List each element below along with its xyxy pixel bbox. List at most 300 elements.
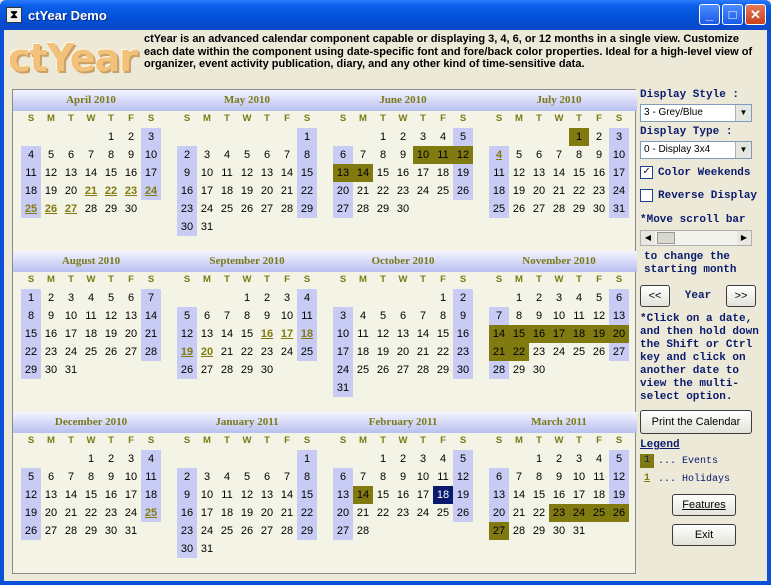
calendar-day[interactable]: 7 bbox=[223, 310, 231, 322]
calendar-day[interactable]: 6 bbox=[333, 146, 353, 164]
calendar-day[interactable]: 2 bbox=[555, 453, 563, 465]
calendar-day[interactable]: 18 bbox=[489, 182, 509, 200]
calendar-day[interactable]: 30 bbox=[44, 364, 58, 376]
calendar-day[interactable]: 14 bbox=[64, 489, 78, 501]
calendar-day[interactable]: 16 bbox=[44, 328, 58, 340]
calendar-day[interactable]: 26 bbox=[376, 364, 390, 376]
calendar-day[interactable]: 26 bbox=[592, 346, 606, 358]
calendar-day[interactable]: 14 bbox=[552, 167, 566, 179]
calendar-day[interactable]: 12 bbox=[240, 489, 254, 501]
calendar-day[interactable]: 13 bbox=[44, 489, 58, 501]
calendar-day[interactable]: 22 bbox=[297, 182, 317, 200]
calendar-day[interactable]: 19 bbox=[177, 343, 197, 361]
calendar-day[interactable]: 10 bbox=[200, 167, 214, 179]
calendar-day[interactable]: 10 bbox=[64, 310, 78, 322]
calendar-day[interactable]: 31 bbox=[333, 379, 353, 397]
calendar-day[interactable]: 2 bbox=[263, 292, 271, 304]
calendar-day[interactable]: 29 bbox=[572, 203, 586, 215]
calendar-day[interactable]: 27 bbox=[609, 343, 629, 361]
calendar-day[interactable]: 24 bbox=[200, 525, 214, 537]
calendar-day[interactable]: 10 bbox=[416, 471, 430, 483]
calendar-day[interactable]: 15 bbox=[104, 167, 118, 179]
calendar-day[interactable]: 30 bbox=[260, 364, 274, 376]
calendar-day[interactable]: 18 bbox=[141, 486, 161, 504]
calendar-day[interactable]: 3 bbox=[283, 292, 291, 304]
calendar-day[interactable]: 6 bbox=[535, 149, 543, 161]
calendar-day[interactable]: 13 bbox=[489, 486, 509, 504]
calendar-day[interactable]: 24 bbox=[141, 182, 161, 200]
calendar-day[interactable]: 16 bbox=[592, 167, 606, 179]
calendar-day[interactable]: 15 bbox=[297, 164, 317, 182]
calendar-day[interactable]: 23 bbox=[453, 343, 473, 361]
calendar-day[interactable]: 2 bbox=[127, 131, 135, 143]
calendar-day[interactable]: 23 bbox=[532, 346, 546, 358]
calendar-day[interactable]: 31 bbox=[200, 221, 214, 233]
calendar-day[interactable]: 3 bbox=[609, 128, 629, 146]
calendar-day[interactable]: 19 bbox=[589, 325, 609, 343]
calendar-day[interactable]: 17 bbox=[124, 489, 138, 501]
calendar-day[interactable]: 21 bbox=[512, 507, 526, 519]
calendar-day[interactable]: 19 bbox=[512, 185, 526, 197]
calendar-day[interactable]: 28 bbox=[141, 343, 161, 361]
calendar-day[interactable]: 4 bbox=[439, 131, 447, 143]
calendar-day[interactable]: 25 bbox=[589, 504, 609, 522]
calendar-day[interactable]: 12 bbox=[376, 328, 390, 340]
calendar-day[interactable]: 25 bbox=[84, 346, 98, 358]
calendar-day[interactable]: 15 bbox=[376, 167, 390, 179]
calendar-day[interactable]: 30 bbox=[104, 525, 118, 537]
calendar-day[interactable]: 28 bbox=[84, 203, 98, 215]
calendar-day[interactable]: 5 bbox=[609, 450, 629, 468]
calendar-day[interactable]: 22 bbox=[532, 507, 546, 519]
calendar-day[interactable]: 22 bbox=[572, 185, 586, 197]
calendar-day[interactable]: 10 bbox=[413, 146, 433, 164]
calendar-day[interactable]: 9 bbox=[399, 471, 407, 483]
calendar-day[interactable]: 17 bbox=[572, 489, 586, 501]
calendar-day[interactable]: 9 bbox=[453, 307, 473, 325]
calendar-day[interactable]: 7 bbox=[515, 471, 523, 483]
calendar-day[interactable]: 3 bbox=[67, 292, 75, 304]
calendar-day[interactable]: 7 bbox=[283, 471, 291, 483]
calendar-day[interactable]: 30 bbox=[532, 364, 546, 376]
calendar-day[interactable]: 4 bbox=[141, 450, 161, 468]
calendar-day[interactable]: 2 bbox=[399, 453, 407, 465]
calendar-day[interactable]: 17 bbox=[200, 507, 214, 519]
calendar-day[interactable]: 25 bbox=[436, 507, 450, 519]
calendar-day[interactable]: 13 bbox=[200, 328, 214, 340]
calendar-day[interactable]: 6 bbox=[489, 468, 509, 486]
calendar-day[interactable]: 15 bbox=[297, 486, 317, 504]
calendar-day[interactable]: 10 bbox=[609, 146, 629, 164]
calendar-day[interactable]: 1 bbox=[21, 289, 41, 307]
calendar-day[interactable]: 10 bbox=[124, 471, 138, 483]
calendar-day[interactable]: 4 bbox=[21, 146, 41, 164]
calendar-day[interactable]: 15 bbox=[436, 328, 450, 340]
scroll-thumb[interactable] bbox=[657, 232, 675, 244]
calendar-day[interactable]: 1 bbox=[535, 453, 543, 465]
calendar-day[interactable]: 10 bbox=[280, 310, 294, 322]
calendar-day[interactable]: 12 bbox=[177, 325, 197, 343]
dropdown-arrow-icon[interactable]: ▼ bbox=[735, 105, 751, 121]
calendar-day[interactable]: 18 bbox=[433, 486, 453, 504]
calendar-day[interactable]: 11 bbox=[297, 307, 317, 325]
calendar-day[interactable]: 7 bbox=[141, 289, 161, 307]
calendar-day[interactable]: 20 bbox=[260, 507, 274, 519]
calendar-day[interactable]: 21 bbox=[356, 507, 370, 519]
calendar-day[interactable]: 28 bbox=[489, 361, 509, 379]
calendar-day[interactable]: 1 bbox=[297, 450, 317, 468]
calendar-day[interactable]: 19 bbox=[609, 486, 629, 504]
calendar-day[interactable]: 27 bbox=[532, 203, 546, 215]
calendar-day[interactable]: 29 bbox=[21, 361, 41, 379]
calendar-day[interactable]: 3 bbox=[127, 453, 135, 465]
calendar-day[interactable]: 4 bbox=[489, 146, 509, 164]
calendar-day[interactable]: 21 bbox=[280, 507, 294, 519]
calendar-day[interactable]: 26 bbox=[104, 346, 118, 358]
calendar-day[interactable]: 18 bbox=[356, 346, 370, 358]
maximize-button[interactable]: □ bbox=[722, 4, 743, 25]
calendar-day[interactable]: 12 bbox=[21, 486, 41, 504]
calendar-day[interactable]: 29 bbox=[297, 200, 317, 218]
calendar-day[interactable]: 15 bbox=[532, 489, 546, 501]
calendar-day[interactable]: 8 bbox=[297, 468, 317, 486]
calendar-day[interactable]: 31 bbox=[572, 525, 586, 537]
calendar-day[interactable]: 16 bbox=[529, 325, 549, 343]
calendar-day[interactable]: 27 bbox=[260, 525, 274, 537]
calendar-day[interactable]: 17 bbox=[416, 167, 430, 179]
calendar-day[interactable]: 28 bbox=[220, 364, 234, 376]
calendar-day[interactable]: 10 bbox=[572, 471, 586, 483]
calendar-day[interactable]: 15 bbox=[572, 167, 586, 179]
calendar-day[interactable]: 5 bbox=[379, 310, 387, 322]
calendar-day[interactable]: 3 bbox=[575, 453, 583, 465]
calendar-day[interactable]: 6 bbox=[263, 471, 271, 483]
calendar-day[interactable]: 1 bbox=[107, 131, 115, 143]
calendar-day[interactable]: 5 bbox=[595, 292, 603, 304]
calendar-day[interactable]: 12 bbox=[453, 146, 473, 164]
calendar-day[interactable]: 24 bbox=[416, 185, 430, 197]
calendar-day[interactable]: 8 bbox=[575, 149, 583, 161]
calendar-day[interactable]: 20 bbox=[200, 346, 214, 358]
calendar-day[interactable]: 9 bbox=[263, 310, 271, 322]
calendar-day[interactable]: 7 bbox=[489, 307, 509, 325]
calendar-day[interactable]: 28 bbox=[64, 525, 78, 537]
calendar-day[interactable]: 21 bbox=[64, 507, 78, 519]
calendar-day[interactable]: 1 bbox=[379, 453, 387, 465]
calendar-day[interactable]: 30 bbox=[396, 203, 410, 215]
calendar-day[interactable]: 25 bbox=[21, 200, 41, 218]
calendar-day[interactable]: 20 bbox=[44, 507, 58, 519]
calendar-day[interactable]: 14 bbox=[353, 164, 373, 182]
calendar-day[interactable]: 4 bbox=[297, 289, 317, 307]
calendar-day[interactable]: 17 bbox=[609, 164, 629, 182]
calendar-day[interactable]: 4 bbox=[575, 292, 583, 304]
calendar-day[interactable]: 17 bbox=[416, 489, 430, 501]
next-year-button[interactable]: >> bbox=[726, 285, 756, 307]
calendar-day[interactable]: 22 bbox=[21, 343, 41, 361]
calendar-day[interactable]: 6 bbox=[203, 310, 211, 322]
calendar-day[interactable]: 13 bbox=[260, 167, 274, 179]
calendar-day[interactable]: 12 bbox=[609, 468, 629, 486]
calendar-day[interactable]: 27 bbox=[333, 200, 353, 218]
calendar-day[interactable]: 20 bbox=[489, 504, 509, 522]
calendar-day[interactable]: 27 bbox=[489, 522, 509, 540]
calendar-day[interactable]: 8 bbox=[297, 146, 317, 164]
calendar-day[interactable]: 21 bbox=[84, 185, 98, 197]
calendar-day[interactable]: 20 bbox=[64, 185, 78, 197]
calendar-day[interactable]: 29 bbox=[436, 364, 450, 376]
calendar-day[interactable]: 6 bbox=[47, 471, 55, 483]
dropdown-arrow-icon[interactable]: ▼ bbox=[735, 142, 751, 158]
calendar-day[interactable]: 16 bbox=[124, 167, 138, 179]
calendar-day[interactable]: 11 bbox=[357, 328, 369, 340]
calendar-day[interactable]: 13 bbox=[333, 164, 353, 182]
calendar-day[interactable]: 1 bbox=[439, 292, 447, 304]
calendar-day[interactable]: 22 bbox=[376, 185, 390, 197]
calendar-day[interactable]: 13 bbox=[532, 167, 546, 179]
calendar-day[interactable]: 24 bbox=[124, 507, 138, 519]
calendar-day[interactable]: 31 bbox=[64, 364, 78, 376]
calendar-day[interactable]: 11 bbox=[221, 167, 233, 179]
calendar-day[interactable]: 20 bbox=[609, 325, 629, 343]
calendar-day[interactable]: 28 bbox=[280, 525, 294, 537]
calendar-day[interactable]: 28 bbox=[416, 364, 430, 376]
calendar-day[interactable]: 27 bbox=[333, 522, 353, 540]
calendar-day[interactable]: 22 bbox=[376, 507, 390, 519]
calendar-day[interactable]: 7 bbox=[283, 149, 291, 161]
calendar-day[interactable]: 10 bbox=[552, 310, 566, 322]
calendar-day[interactable]: 19 bbox=[453, 164, 473, 182]
calendar-day[interactable]: 23 bbox=[396, 185, 410, 197]
scroll-left-icon[interactable]: ◀ bbox=[641, 231, 655, 245]
calendar-day[interactable]: 21 bbox=[356, 185, 370, 197]
calendar-day[interactable]: 26 bbox=[177, 361, 197, 379]
calendar-day[interactable]: 25 bbox=[141, 504, 161, 522]
calendar-day[interactable]: 10 bbox=[200, 489, 214, 501]
calendar-day[interactable]: 1 bbox=[87, 453, 95, 465]
calendar-day[interactable]: 28 bbox=[356, 203, 370, 215]
calendar-day[interactable]: 2 bbox=[595, 131, 603, 143]
calendar-day[interactable]: 21 bbox=[416, 346, 430, 358]
calendar-day[interactable]: 27 bbox=[124, 346, 138, 358]
calendar-day[interactable]: 9 bbox=[47, 310, 55, 322]
calendar-day[interactable]: 24 bbox=[64, 346, 78, 358]
calendar-day[interactable]: 22 bbox=[240, 346, 254, 358]
calendar-day[interactable]: 10 bbox=[333, 325, 353, 343]
calendar-day[interactable]: 21 bbox=[280, 185, 294, 197]
calendar-day[interactable]: 22 bbox=[104, 185, 118, 197]
calendar-day[interactable]: 16 bbox=[396, 489, 410, 501]
calendar-day[interactable]: 26 bbox=[240, 525, 254, 537]
calendar-day[interactable]: 19 bbox=[21, 504, 41, 522]
calendar-day[interactable]: 22 bbox=[436, 346, 450, 358]
calendar-day[interactable]: 23 bbox=[124, 185, 138, 197]
calendar-day[interactable]: 19 bbox=[240, 507, 254, 519]
calendar-day[interactable]: 14 bbox=[141, 307, 161, 325]
calendar-day[interactable]: 25 bbox=[220, 525, 234, 537]
calendar-day[interactable]: 23 bbox=[104, 507, 118, 519]
calendar-day[interactable]: 19 bbox=[44, 185, 58, 197]
calendar-day[interactable]: 1 bbox=[515, 292, 523, 304]
month-scrollbar[interactable] bbox=[640, 230, 752, 246]
calendar-day[interactable]: 2 bbox=[399, 131, 407, 143]
calendar-day[interactable]: 26 bbox=[609, 504, 629, 522]
calendar-day[interactable]: 14 bbox=[416, 328, 430, 340]
calendar-day[interactable]: 14 bbox=[280, 489, 294, 501]
calendar-day[interactable]: 6 bbox=[67, 149, 75, 161]
calendar-day[interactable]: 3 bbox=[555, 292, 563, 304]
calendar-day[interactable]: 26 bbox=[453, 504, 473, 522]
calendar-day[interactable]: 19 bbox=[453, 486, 473, 504]
calendar-day[interactable]: 8 bbox=[379, 149, 387, 161]
calendar-day[interactable]: 23 bbox=[260, 346, 274, 358]
calendar-day[interactable]: 20 bbox=[124, 328, 138, 340]
calendar-day[interactable]: 29 bbox=[240, 364, 254, 376]
calendar-day[interactable]: 1 bbox=[379, 131, 387, 143]
calendar-day[interactable]: 6 bbox=[399, 310, 407, 322]
calendar-day[interactable]: 26 bbox=[240, 203, 254, 215]
calendar-day[interactable]: 5 bbox=[453, 450, 473, 468]
calendar-day[interactable]: 27 bbox=[396, 364, 410, 376]
calendar-day[interactable]: 27 bbox=[44, 525, 58, 537]
title-bar[interactable] bbox=[0, 0, 771, 30]
calendar-day[interactable]: 19 bbox=[104, 328, 118, 340]
calendar-day[interactable]: 15 bbox=[376, 489, 390, 501]
calendar-day[interactable]: 1 bbox=[569, 128, 589, 146]
calendar-day[interactable]: 16 bbox=[396, 167, 410, 179]
calendar-day[interactable]: 2 bbox=[535, 292, 543, 304]
calendar-day[interactable]: 20 bbox=[396, 346, 410, 358]
calendar-day[interactable]: 11 bbox=[433, 146, 453, 164]
calendar-day[interactable]: 12 bbox=[44, 167, 58, 179]
calendar-day[interactable]: 18 bbox=[592, 489, 606, 501]
calendar-day[interactable]: 20 bbox=[333, 182, 353, 200]
calendar-day[interactable]: 2 bbox=[177, 146, 197, 164]
calendar-day[interactable]: 8 bbox=[87, 471, 95, 483]
color-weekends-checkbox[interactable] bbox=[640, 166, 764, 179]
calendar-day[interactable]: 19 bbox=[240, 185, 254, 197]
calendar-day[interactable]: 8 bbox=[379, 471, 387, 483]
calendar-day[interactable]: 5 bbox=[107, 292, 115, 304]
calendar-day[interactable]: 6 bbox=[263, 149, 271, 161]
calendar-day[interactable]: 22 bbox=[297, 504, 317, 522]
calendar-day[interactable]: 17 bbox=[141, 164, 161, 182]
calendar-day[interactable]: 18 bbox=[84, 328, 98, 340]
calendar-day[interactable]: 17 bbox=[333, 343, 353, 361]
calendar-day[interactable]: 9 bbox=[399, 149, 407, 161]
calendar-day[interactable]: 7 bbox=[359, 471, 367, 483]
calendar-day[interactable]: 16 bbox=[104, 489, 118, 501]
calendar-day[interactable]: 28 bbox=[280, 203, 294, 215]
calendar-day[interactable]: 9 bbox=[127, 149, 135, 161]
calendar-day[interactable]: 12 bbox=[592, 310, 606, 322]
calendar-day[interactable]: 21 bbox=[489, 343, 509, 361]
calendar-day[interactable]: 3 bbox=[333, 307, 353, 325]
calendar-day[interactable]: 30 bbox=[453, 361, 473, 379]
calendar-day[interactable]: 24 bbox=[569, 504, 589, 522]
calendar-day[interactable]: 16 bbox=[177, 504, 197, 522]
calendar-day[interactable]: 9 bbox=[555, 471, 563, 483]
calendar-day[interactable]: 14 bbox=[353, 486, 373, 504]
calendar-day[interactable]: 6 bbox=[609, 289, 629, 307]
calendar-day[interactable]: 9 bbox=[177, 486, 197, 504]
calendar-day[interactable]: 27 bbox=[260, 203, 274, 215]
calendar-day[interactable]: 29 bbox=[84, 525, 98, 537]
calendar-day[interactable]: 4 bbox=[439, 453, 447, 465]
calendar-day[interactable]: 16 bbox=[552, 489, 566, 501]
calendar-day[interactable]: 14 bbox=[489, 325, 509, 343]
calendar-day[interactable]: 22 bbox=[84, 507, 98, 519]
minimize-button[interactable]: _ bbox=[699, 4, 720, 25]
calendar-day[interactable]: 22 bbox=[509, 343, 529, 361]
checkbox-empty-icon[interactable] bbox=[640, 189, 653, 202]
calendar-day[interactable]: 25 bbox=[436, 185, 450, 197]
calendar-day[interactable]: 3 bbox=[419, 131, 427, 143]
calendar-day[interactable]: 25 bbox=[356, 364, 370, 376]
calendar-day[interactable]: 18 bbox=[220, 185, 234, 197]
calendar-day[interactable]: 5 bbox=[47, 149, 55, 161]
calendar-day[interactable]: 23 bbox=[592, 185, 606, 197]
calendar-day[interactable]: 25 bbox=[220, 203, 234, 215]
calendar-day[interactable]: 4 bbox=[595, 453, 603, 465]
calendar-day[interactable]: 14 bbox=[220, 328, 234, 340]
reverse-display-checkbox[interactable] bbox=[640, 189, 764, 202]
print-calendar-button[interactable]: Print the Calendar bbox=[640, 410, 752, 434]
calendar-day[interactable]: 13 bbox=[64, 167, 78, 179]
calendar-day[interactable]: 18 bbox=[220, 507, 234, 519]
calendar-day[interactable]: 15 bbox=[21, 325, 41, 343]
calendar-day[interactable]: 16 bbox=[177, 182, 197, 200]
calendar-day[interactable]: 7 bbox=[359, 149, 367, 161]
calendar-day[interactable]: 11 bbox=[21, 164, 41, 182]
calendar-day[interactable]: 14 bbox=[84, 167, 98, 179]
calendar-day[interactable]: 26 bbox=[512, 203, 526, 215]
calendar-day[interactable]: 8 bbox=[439, 310, 447, 322]
calendar-day[interactable]: 8 bbox=[107, 149, 115, 161]
calendar-day[interactable]: 4 bbox=[223, 149, 231, 161]
calendar-day[interactable]: 4 bbox=[359, 310, 367, 322]
calendar-day[interactable]: 12 bbox=[240, 167, 254, 179]
calendar-day[interactable]: 29 bbox=[512, 364, 526, 376]
calendar-day[interactable]: 26 bbox=[44, 203, 58, 215]
calendar-day[interactable]: 21 bbox=[552, 185, 566, 197]
calendar-day[interactable]: 24 bbox=[280, 346, 294, 358]
calendar-day[interactable]: 17 bbox=[280, 328, 294, 340]
calendar-day[interactable]: 30 bbox=[552, 525, 566, 537]
calendar-day[interactable]: 12 bbox=[512, 167, 526, 179]
calendar-day[interactable]: 17 bbox=[200, 185, 214, 197]
calendar-day[interactable]: 9 bbox=[107, 471, 115, 483]
calendar-day[interactable]: 11 bbox=[489, 164, 509, 182]
features-button[interactable]: Features bbox=[672, 494, 736, 516]
calendar-day[interactable]: 5 bbox=[243, 471, 251, 483]
calendar-day[interactable]: 8 bbox=[21, 307, 41, 325]
calendar-day[interactable]: 9 bbox=[595, 149, 603, 161]
calendar-day[interactable]: 14 bbox=[280, 167, 294, 179]
calendar-day[interactable]: 23 bbox=[396, 507, 410, 519]
calendar-day[interactable]: 3 bbox=[203, 149, 211, 161]
display-type-select[interactable] bbox=[640, 141, 752, 159]
calendar-day[interactable]: 24 bbox=[416, 507, 430, 519]
calendar-day[interactable]: 30 bbox=[177, 540, 197, 558]
calendar-day[interactable]: 23 bbox=[549, 504, 569, 522]
calendar-day[interactable]: 4 bbox=[223, 471, 231, 483]
calendar-day[interactable]: 4 bbox=[87, 292, 95, 304]
calendar-day[interactable]: 2 bbox=[453, 289, 473, 307]
calendar-day[interactable]: 8 bbox=[535, 471, 543, 483]
calendar-day[interactable]: 5 bbox=[515, 149, 523, 161]
calendar-day[interactable]: 1 bbox=[243, 292, 251, 304]
